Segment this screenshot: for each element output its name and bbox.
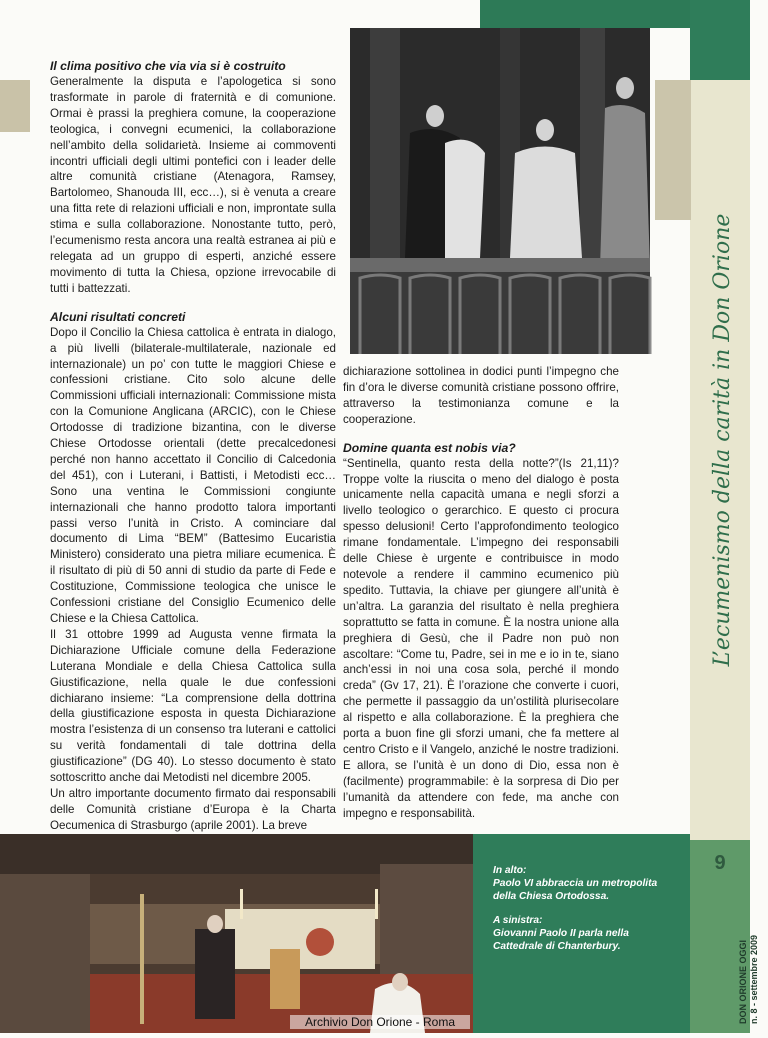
photo-giovanni-paolo-ii (0, 834, 473, 1033)
heading-domine-quanta: Domine quanta est nobis via? (343, 440, 516, 455)
heading-risultati-concreti: Alcuni risultati concreti (50, 309, 186, 324)
paragraph-concilio: Dopo il Concilio la Chiesa cattolica è entrata in dialogo, a più livelli (bilaterale-multilaterale, nazionale ed internazionale) un po’ con tutte le maggiori Chiese e confessioni cristiane. Cito solo alcune delle Commissioni ufficiali internazionali: Commissione mista con la Comunione Anglicana (ARCIC), con le Chiese Ortodosse di tradizione bizantina, con le diverse Chiese Ortodosse orientali (dette precalcedonesi perché non hanno accettato il Concilio di Calcedonia del 451), con i Luterani, i Battisti, i Metodisti ecc… Sono una ventina le Commissioni congiunte internazionali che hanno prodotto talora importanti passi verso l’unità in Cristo. A cominciare dal documento di Lima “BEM” (Battesimo Eucaristia Ministero) considerato una pietra miliare ecumenica. È il risultato di più di 50 anni di studio da parte di Fede e Costituzione, Commissione teologica che unisce le Confessioni cristiane del Consiglio Ecumenico delle Chiese e la Chiesa Cattolica. (50, 325, 336, 625)
magazine-issue: n. 8 - settembre 2009 (749, 934, 759, 1024)
right-column (343, 364, 619, 821)
vertical-series-title: L’ecumenismo della carità in Don Orione (710, 213, 735, 667)
caption-left-label: A sinistra: (493, 915, 543, 926)
tan-accent-band (655, 80, 691, 220)
page-number: 9 (714, 852, 726, 874)
caption-top-text: Paolo VI abbraccia un metropolita della Chiesa Ortodossa. (493, 878, 658, 902)
paragraph-augusta: Il 31 ottobre 1999 ad Augusta venne firmata la Dichiarazione Ufficiale comune della Federazione Luterana Mondiale e della Chiesa Cattolica sulla Giustificazione, nella quale le due confessioni dichiarano insieme: “La comprensione della dottrina della giustificazione esposta in questa Dichiarazione mostra l’esistenza di un consenso tra luterani e cattolici su verità fondamentali di tale dottrina della giustificazione” (DG 40). Lo stesso documento è stato sottoscritto anche dai Metodisti nel dicembre 2005. (50, 627, 336, 785)
magazine-info (738, 889, 768, 1024)
paragraph-continuation: dichiarazione sottolinea in dodici punti l’impegno che fin d’ora le diverse comunità cristiane possono offrire, attraverso la testimonianza comune e la cooperazione. (343, 365, 619, 426)
heading-clima-positivo: Il clima positivo che via via si è costruito (50, 59, 286, 73)
left-column (50, 58, 336, 834)
photo-paolo-vi-illustration (350, 28, 650, 354)
paragraph-clima-positivo: Generalmente la disputa e l’apologetica si sono trasformate in parole di fraternità e di comunione. Ormai è prassi la preghiera comune, la cooperazione teologica, i convegni ecumenici, la collaborazione nell’ambito della solidarietà. Insieme ai commoventi incontri ufficiali degli ultimi pontefici con i leader delle altre comunità cristiane (Atenagora, Ramsey, Bartolomeo, Shanouda III, ecc…), si è venuta a creare una fitta rete di relazioni ufficiali e non, improntate sulla stima e sulla collaborazione. Nonostante tutto, però, l’ecumenismo resta ancora una realtà estranea ai più e relegata ad un gruppo di esperti, anziché essere movimento di tutta la Chiesa, opzione irrevocabile di tutti i battezzati. (50, 75, 336, 295)
photo-paolo-vi (350, 28, 650, 354)
caption-top-label: In alto: (493, 865, 527, 876)
magazine-name: DON ORIONE OGGI (738, 939, 748, 1024)
caption-left-text: Giovanni Paolo II parla nella Cattedrale di Chanterbury. (493, 928, 629, 952)
archive-label: Archivio Don Orione - Roma (290, 1015, 470, 1029)
paragraph-charta-oecumenica: Un altro importante documento firmato dai responsabili delle Comunità cristiane d’Europa è la Charta Oecumenica di Strasburgo (aprile 2001). La breve (50, 786, 336, 832)
left-tan-band (0, 80, 30, 132)
photo-canterbury-illustration (0, 834, 473, 1033)
paragraph-domine-quanta: “Sentinella, quanto resta della notte?”(Is 21,11)? Troppe volte la riuscita o meno del dialogo è posta unicamente nella capacità umana e negli sforzi a livello teologico o gerarchico. E questo ci procura spesso delusioni! Certo l’approfondimento teologico rimane fondamentale. L’impegno dei responsabili delle Chiese è urgente e contribuisce in modo notevole a rendere il cammino ecumenico più spedito. Tuttavia, la chiave per giungere all’unità è un’altra. La garanzia del risultato è nella preghiera soprattutto se fatta in comune. È la nostra unione alla preghiera di Gesù, che il Padre non può non ascoltare: “Come tu, Padre, sei in me e io in te, siano anch’essi in noi una cosa sola, perché il mondo creda” (Gv 17, 21). È l’orazione che converte i cuori, che permette il passaggio da un’ostilità plurisecolare al rispetto e alla collaborazione. È la preghiera che porta a buon fine gli sforzi umani, che fa mettere al centro Cristo e il Vangelo, anziché le nostre tradizioni. E allora, se l’unità è un dono di Dio, essa non è (facilmente) programmabile: è la sorpresa di Dio per l’umanità da attendere con fede, ma anche con impegno e responsabilità. (343, 456, 619, 820)
